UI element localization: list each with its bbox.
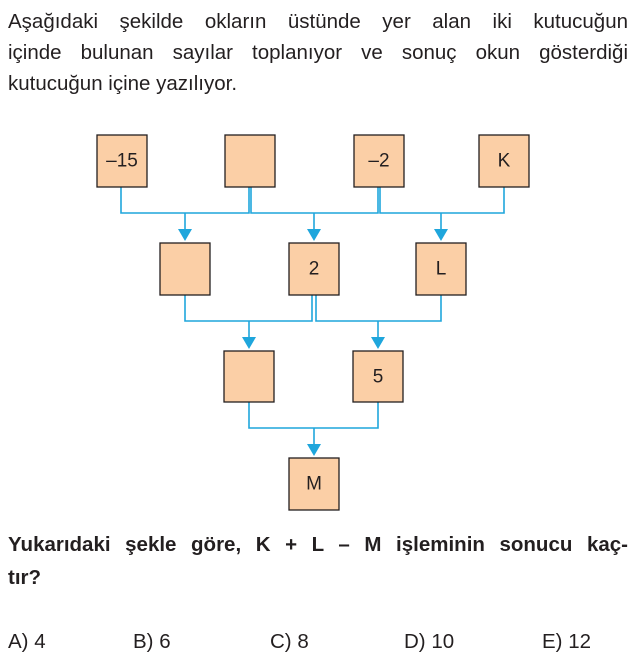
box-row1-2 bbox=[225, 135, 275, 187]
box-row2-3 bbox=[416, 243, 466, 295]
choice-e[interactable]: E) 12 bbox=[542, 630, 591, 653]
intro-line: Aşağıdaki şekilde okların üstünde yer alan iki kutucuğun bbox=[8, 10, 628, 33]
box-row2-2 bbox=[289, 243, 339, 295]
box-row1-3 bbox=[354, 135, 404, 187]
choice-c[interactable]: C) 8 bbox=[270, 630, 309, 653]
arrow-down-icon bbox=[307, 229, 321, 241]
box-value: L bbox=[435, 258, 447, 280]
connector-wires bbox=[121, 187, 504, 448]
arrow-down-icon bbox=[242, 337, 256, 349]
box-value: 5 bbox=[372, 366, 384, 388]
arrow-down-icon bbox=[371, 337, 385, 349]
box-row4-1 bbox=[289, 458, 339, 510]
box-value: M bbox=[306, 473, 322, 495]
choice-b[interactable]: B) 6 bbox=[133, 630, 171, 653]
box-row3-1 bbox=[224, 351, 274, 402]
question-text bbox=[8, 528, 628, 594]
box-value: –2 bbox=[368, 150, 390, 172]
box-row1-1 bbox=[97, 135, 147, 187]
box-row3-2 bbox=[353, 351, 403, 402]
intro-line: içinde bulunan sayılar toplanıyor ve sonuç okun gösterdiği bbox=[8, 41, 628, 64]
arrow-down-icon bbox=[307, 444, 321, 456]
question-line: Yukarıdaki şekle göre, K + L – M işleminin sonucu kaç- bbox=[8, 533, 628, 556]
choice-a[interactable]: A) 4 bbox=[8, 630, 46, 653]
box-row2-1 bbox=[160, 243, 210, 295]
box-row1-4 bbox=[479, 135, 529, 187]
choice-d[interactable]: D) 10 bbox=[404, 630, 455, 653]
question-line: tır? bbox=[8, 566, 42, 589]
intro-line: kutucuğun içine yazılıyor. bbox=[8, 72, 238, 95]
arrow-down-icon bbox=[434, 229, 448, 241]
box-value: 2 bbox=[308, 258, 320, 280]
arrow-down-icon bbox=[178, 229, 192, 241]
box-value: –15 bbox=[106, 150, 138, 172]
answer-choices bbox=[0, 630, 635, 660]
box-value: K bbox=[497, 150, 511, 172]
